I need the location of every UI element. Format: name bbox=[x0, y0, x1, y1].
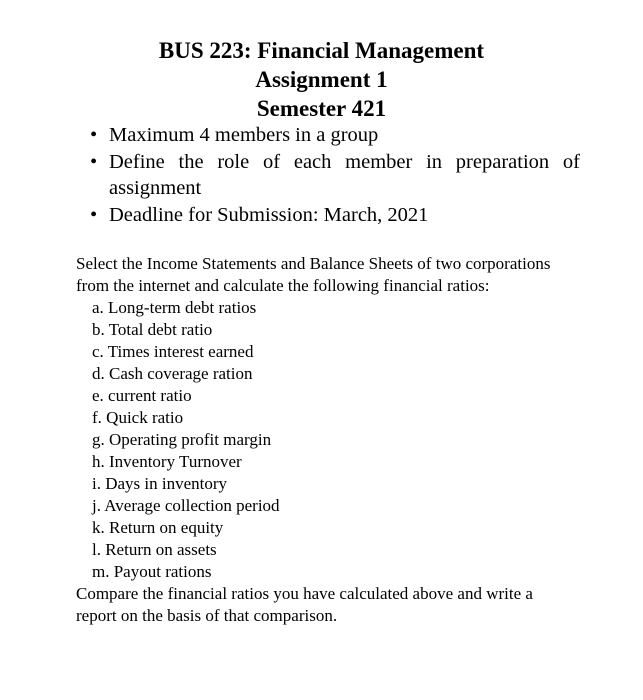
ratio-item: h. Inventory Turnover bbox=[92, 452, 242, 471]
instructions-conclusion: Compare the financial ratios you have calculated above and write a report on the basis of that comparison. bbox=[76, 584, 533, 625]
ratio-item: a. Long-term debt ratios bbox=[92, 298, 257, 317]
ratio-item: k. Return on equity bbox=[92, 518, 224, 537]
document-header bbox=[0, 36, 643, 123]
assignment-title: Assignment 1 bbox=[255, 67, 388, 92]
semester-title: Semester 421 bbox=[256, 96, 387, 121]
ratio-item: g. Operating profit margin bbox=[92, 430, 272, 449]
bullet-text: Define the role of each member in preparation of assignment bbox=[109, 150, 580, 199]
ratio-item: b. Total debt ratio bbox=[92, 320, 213, 339]
ratio-list bbox=[76, 297, 576, 583]
bullet-icon: • bbox=[90, 203, 98, 226]
ratio-item: l. Return on assets bbox=[92, 540, 217, 559]
bullet-item bbox=[90, 122, 580, 149]
ratio-item: f. Quick ratio bbox=[92, 408, 184, 427]
bullet-item bbox=[90, 149, 580, 202]
bullet-item bbox=[90, 202, 580, 229]
ratio-item: i. Days in inventory bbox=[92, 474, 228, 493]
ratio-item: c. Times interest earned bbox=[92, 342, 254, 361]
ratio-item: j. Average collection period bbox=[92, 496, 280, 515]
instructions-intro: Select the Income Statements and Balance Sheets of two corporations from the internet and calculate the following financial ratios: bbox=[76, 254, 551, 295]
course-title: BUS 223: Financial Management bbox=[158, 38, 485, 63]
requirements-list bbox=[90, 122, 580, 228]
instructions-section bbox=[76, 253, 576, 627]
bullet-icon: • bbox=[90, 150, 98, 173]
ratio-item: m. Payout rations bbox=[92, 562, 212, 581]
ratio-item: d. Cash coverage ration bbox=[92, 364, 253, 383]
ratio-item: e. current ratio bbox=[92, 386, 192, 405]
bullet-text: Deadline for Submission: March, 2021 bbox=[109, 203, 429, 226]
bullet-text: Maximum 4 members in a group bbox=[109, 124, 379, 146]
bullet-icon: • bbox=[90, 124, 98, 146]
